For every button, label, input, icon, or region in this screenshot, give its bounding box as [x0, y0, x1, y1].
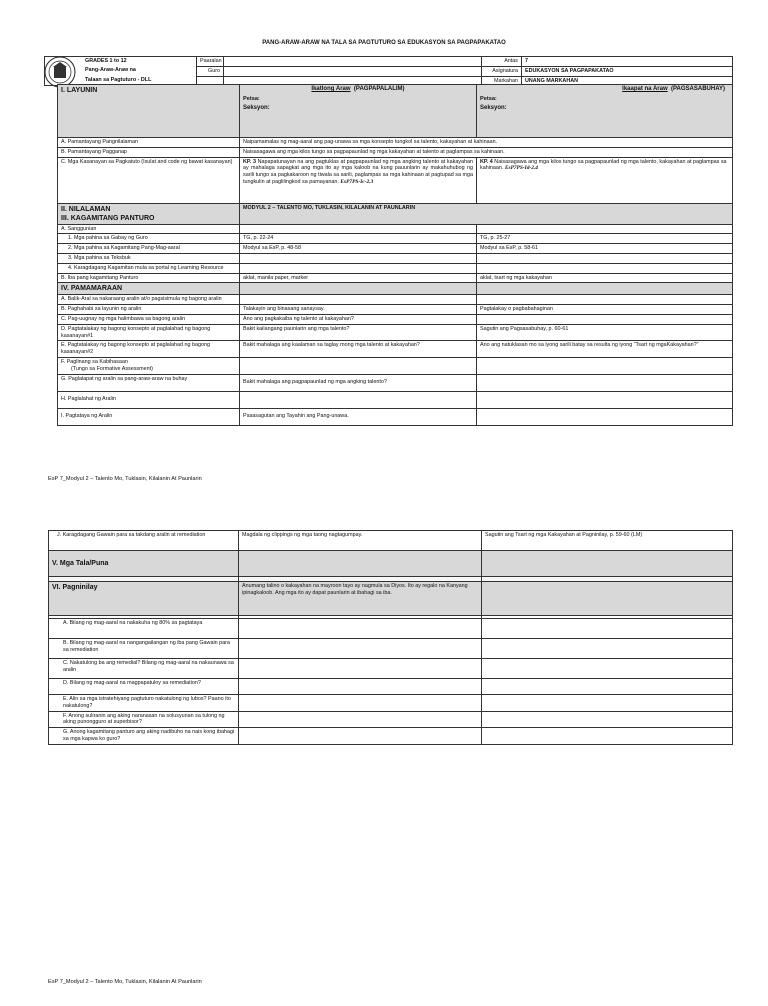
day3-header — [240, 85, 477, 138]
reflection-item: F. Anong suliranin ang aking naranasan na solusyunan sa tulong ng aking punongguro at superbisor? — [49, 711, 239, 728]
pagtatalakay-1-label: D. Pagtatalakay ng bagong konsepto at paglalahad ng bagong kasanayan#1 — [58, 324, 240, 341]
paghahabi-day4: Pagtalakay o pagbabahaginan — [477, 305, 733, 315]
karagdagang-gawain-day4: Sagutin ang Tsart ng mga Kakayahan at Pagninilay, p. 59-60 (LM) — [482, 531, 733, 551]
learning-resource-label: 4. Karagdagang Kagamitan mula sa portal ng Learning Resource — [58, 263, 240, 273]
reflection-item: D. Bilang ng mag-aaral na magpapatuloy sa remediation? — [49, 679, 239, 695]
section-tala-puna: V. Mga Tala/Puna — [49, 551, 239, 577]
reflection-item: G. Anong kagamitang panturo ang aking nadibuho na nais kong ibahagi sa mga kapwa ko guro? — [49, 728, 239, 745]
day3-sub: (PAGPAPALALIM) — [353, 86, 405, 92]
gabay-guro-day3: TG, p. 22-24 — [240, 234, 477, 244]
karagdagang-gawain-day3: Magdala ng clippings ng mga taong nagtagumpay. — [239, 531, 482, 551]
antas-label: Antas — [482, 57, 522, 67]
kasanayan-day4: KP. 4 Naisasagawa ang mga kilos tungo sa pagpapaunlad ng mga talento, kakayahan at paglampas sa kahinaan. EsP7PS-Id-2.4 — [477, 157, 733, 203]
section-layunin: I. LAYUNIN — [58, 85, 240, 138]
sanggunian-label: A. Sanggunian — [58, 224, 240, 234]
reflection-item: B. Bilang ng mag-aaral na nangangailangan ng iba pang Gawain para sa remediation — [49, 639, 239, 659]
reflection-item: E. Alin sa mga istratehiyang pagtuturo nakatulong ng lubos? Paano ito nakatulong? — [49, 695, 239, 712]
dll-table-page2 — [48, 530, 733, 745]
day3-petsa: Petsa: — [243, 96, 260, 103]
day4-title: Ikaapat na Araw — [622, 86, 668, 92]
guro-label: Guro — [197, 66, 224, 76]
day4-sub: (PAGSASABUHAY) — [670, 86, 725, 92]
pagtatalakay-2-day3: Bakit mahalaga ang kaalaman sa taglay mong mga talento at kakayahan? — [240, 341, 477, 358]
pagninilay-day3: Anumang talino o kakayahan na mayroon tayo ay nagmula sa Diyos. Ito ay regalo na Kanyang ipinagkaloob. Ang mga ito ay dapat paunlarin at ibahagi sa iba. — [239, 582, 482, 616]
pamantayang-pagganap-value: Naisasagawa ang mga kilos tungo sa pagpapaunlad ng mga kakayahan at talento at paglampas sa kahinaan. — [240, 147, 733, 157]
kagamitang-mag-aaral-day3: Modyul sa EsP, p. 48-58 — [240, 244, 477, 254]
markahan-value: UNANG MARKAHAN — [522, 76, 733, 86]
header-table — [44, 56, 733, 86]
iba-pang-kagamitan-day3: aklat, manila paper, marker — [240, 273, 477, 283]
paaralan-label: Paaralan — [197, 57, 224, 67]
grade-line: GRADES 1 to 12 — [45, 57, 197, 67]
reflection-item: A. Bilang ng mag-aaral na nakakuha ng 80% sa pagtataya — [49, 619, 239, 639]
pamantayang-pagganap-label: B. Pamantayang Pagganap — [58, 147, 240, 157]
iba-pang-kagamitan-label: B. Iba pang kagamitang Panturo — [58, 273, 240, 283]
kasanayan-day3: KP. 3 Napapatunayan na ang pagtuklas at pagpapaunlad ng mga angking talento at kakayahan ay mahalaga sapagkat ang mga ito ay mga kaloob na kung pauunlarin ay makahuhubog ng sarili tungo sa pagkakaroon ng tiwala sa sarili, paglampas sa mga kahinaan at pagtupad sa mga tungkulin at paglilingkod sa pamayanan. EsP7PS-Ic-2.3 — [240, 157, 477, 203]
gabay-guro-label: 1. Mga pahina sa Gabay ng Guro — [58, 234, 240, 244]
footer-page2: EsP 7_Modyul 2 – Talento Mo, Tuklasin, Kilalanin At Paunlarin — [48, 979, 202, 985]
doc-name-2: Talaan sa Pagtuturo - DLL — [45, 76, 197, 86]
section-pagninilay: VI. Pagninilay — [49, 582, 239, 616]
dll-table-page1 — [57, 84, 733, 426]
paglalahat-label: H. Paglalahat ng Aralin — [58, 391, 240, 408]
kasanayan-day4-code: EsP7PS-Id-2.4 — [504, 165, 538, 172]
paglalapat-label: G. Paglalapat ng aralin sa pang-araw-araw na buhay — [58, 374, 240, 391]
gabay-guro-day4: TG, p. 25-27 — [477, 234, 733, 244]
day4-seksyon: Seksyon: — [480, 105, 507, 112]
guro-value — [224, 66, 482, 76]
pagtatalakay-2-day4: Ano ang natuklasan mo sa iyong sarili batay sa resulta ng iyong “Tsart ng mgaKakayahan?” — [477, 341, 733, 358]
page-title: PANG-ARAW-ARAW NA TALA SA PAGTUTURO SA EDUKASYON SA PAGPAPAKATAO — [262, 40, 506, 46]
pagtataya-day3: Pasasagutan ang Tayahin ang Pang-unawa. — [240, 408, 477, 425]
kasanayan-label: C. Mga Kasanayan sa Pagkatuto (Isulat and code ng bawat kasanayan) — [58, 157, 240, 203]
asignatura-label: Asignatura — [482, 66, 522, 76]
section-pamamaraan: IV. PAMAMARAAN — [58, 283, 240, 295]
day4-petsa: Petsa: — [480, 96, 497, 103]
paglalapat-day3: Bakit mahalaga ang pagpapaunlad ng mga angking talento? — [240, 374, 477, 391]
pagtataya-label: I. Pagtataya ng Aralin — [58, 408, 240, 425]
pag-uugnay-day3: Ano ang pagkakaiba ng talento at kakayahan? — [240, 314, 477, 324]
pagtatalakay-2-label: E. Pagtatalakay ng bagong konsepto at paglalahad ng bagong kasanayan#2 — [58, 341, 240, 358]
iba-pang-kagamitan-day4: aklat, tsart ng mga kakayahan — [477, 273, 733, 283]
pamantayang-pangnilalaman-label: A. Pamantayang Pangnilalaman — [58, 138, 240, 148]
balik-aral-label: A. Balik-Aral sa nakaraang aralin at/o pagsisimula ng bagong aralin — [58, 295, 240, 305]
doc-name-1: Pang-Araw-Araw na — [45, 66, 197, 76]
paglinang-label: F. Paglinang sa Kabihasaan (Tungo sa Formative Assessment) — [58, 357, 240, 374]
paghahabi-day3: Talakayin ang binasang sanaysay. — [240, 305, 477, 315]
antas-value: 7 — [522, 57, 733, 67]
day3-seksyon: Seksyon: — [243, 105, 270, 112]
asignatura-value: EDUKASYON SA PAGPAPAKATAO — [522, 66, 733, 76]
paghahabi-label: B. Paghahabi sa layunin ng aralin — [58, 305, 240, 315]
kasanayan-day3-code: EsP7PS-Ic-2.3 — [340, 178, 374, 185]
markahan-label: Markahan — [482, 76, 522, 86]
pag-uugnay-label: C. Pag-uugnay ng mga halimbawa sa bagong aralin — [58, 314, 240, 324]
kagamitang-mag-aaral-day4: Modyul sa EsP, p. 58-61 — [477, 244, 733, 254]
pagtatalakay-1-day4: Sagutin ang Pagsasabuhay, p. 60-61 — [477, 324, 733, 341]
pagtatalakay-1-day3: Bakit kailangang paunlarin ang mga talento? — [240, 324, 477, 341]
kagamitang-mag-aaral-label: 2. Mga pahina sa Kagamitang Pang-Mag-aaral — [58, 244, 240, 254]
paaralan-value — [224, 57, 482, 67]
day4-header — [477, 85, 733, 138]
day3-title: Ikatlong Araw — [311, 86, 351, 92]
reflection-item: C. Nakatulong ba ang remedial? Bilang ng mag-aaral na nakaunawa sa aralin — [49, 659, 239, 679]
footer-page1: EsP 7_Modyul 2 – Talento Mo, Tuklasin, Kilalanin At Paunlarin — [48, 476, 202, 482]
teksbuk-label: 3. Mga pahina sa Teksbuk — [58, 253, 240, 263]
pamantayang-pangnilalaman-value: Naipamamalas ng mag-aaral ang pag-unawa sa mga konsepto tungkol sa talento, kakayahan at kahinaan. — [240, 138, 733, 148]
nilalaman-value: MODYUL 2 – TALENTO MO, TUKLASIN, KILALANIN AT PAUNLARIN — [240, 203, 733, 224]
section-nilalaman: II. NILALAMAN III. KAGAMITANG PANTURO — [58, 203, 240, 224]
karagdagang-gawain-label: J. Karagdagang Gawain para sa takdang aralin at remediation — [49, 531, 239, 551]
